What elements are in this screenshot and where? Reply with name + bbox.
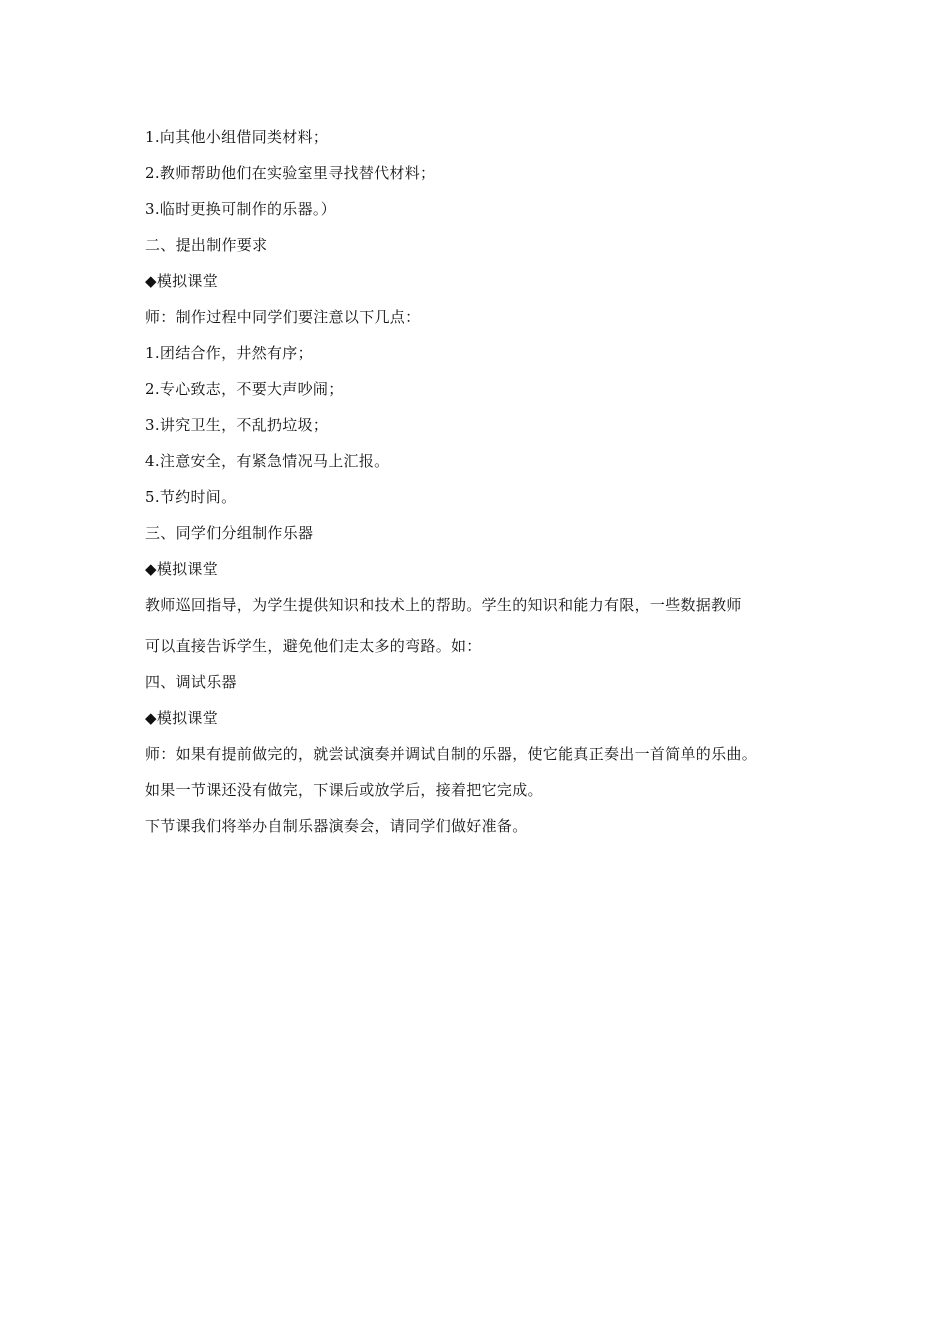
list-item-cooperation: 1.团结合作，井然有序； [145, 344, 313, 362]
paragraph-next-class: 下节课我们将举办自制乐器演奏会，请同学们做好准备。 [145, 817, 528, 835]
simulated-class-label: ◆模拟课堂 [145, 709, 219, 727]
section-heading-tuning: 四、调试乐器 [145, 673, 237, 691]
list-item-find-substitutes: 2.教师帮助他们在实验室里寻找替代材料； [145, 164, 436, 182]
simulated-class-label: ◆模拟课堂 [145, 272, 219, 290]
paragraph-guidance-line-2: 可以直接告诉学生，避免他们走太多的弯路。如： [145, 637, 482, 655]
list-item-borrow-materials: 1.向其他小组借同类材料； [145, 128, 329, 146]
list-item-safety: 4.注意安全，有紧急情况马上汇报。 [145, 452, 390, 470]
list-item-save-time: 5.节约时间。 [145, 488, 237, 506]
list-item-focus: 2.专心致志，不要大声吵闹； [145, 380, 344, 398]
section-heading-group-making: 三、同学们分组制作乐器 [145, 524, 314, 542]
paragraph-teacher-notes: 师：制作过程中同学们要注意以下几点： [145, 308, 421, 326]
simulated-class-label: ◆模拟课堂 [145, 560, 219, 578]
section-heading-requirements: 二、提出制作要求 [145, 236, 268, 254]
paragraph-tuning-line-2: 如果一节课还没有做完，下课后或放学后，接着把它完成。 [145, 781, 543, 799]
paragraph-tuning-line-1: 师：如果有提前做完的，就尝试演奏并调试自制的乐器，使它能真正奏出一首简单的乐曲。 [145, 745, 758, 763]
list-item-hygiene: 3.讲究卫生，不乱扔垃圾； [145, 416, 329, 434]
list-item-change-instrument: 3.临时更换可制作的乐器。） [145, 200, 337, 218]
paragraph-guidance-line-1: 教师巡回指导，为学生提供知识和技术上的帮助。学生的知识和能力有限，一些数据教师 [145, 596, 742, 614]
